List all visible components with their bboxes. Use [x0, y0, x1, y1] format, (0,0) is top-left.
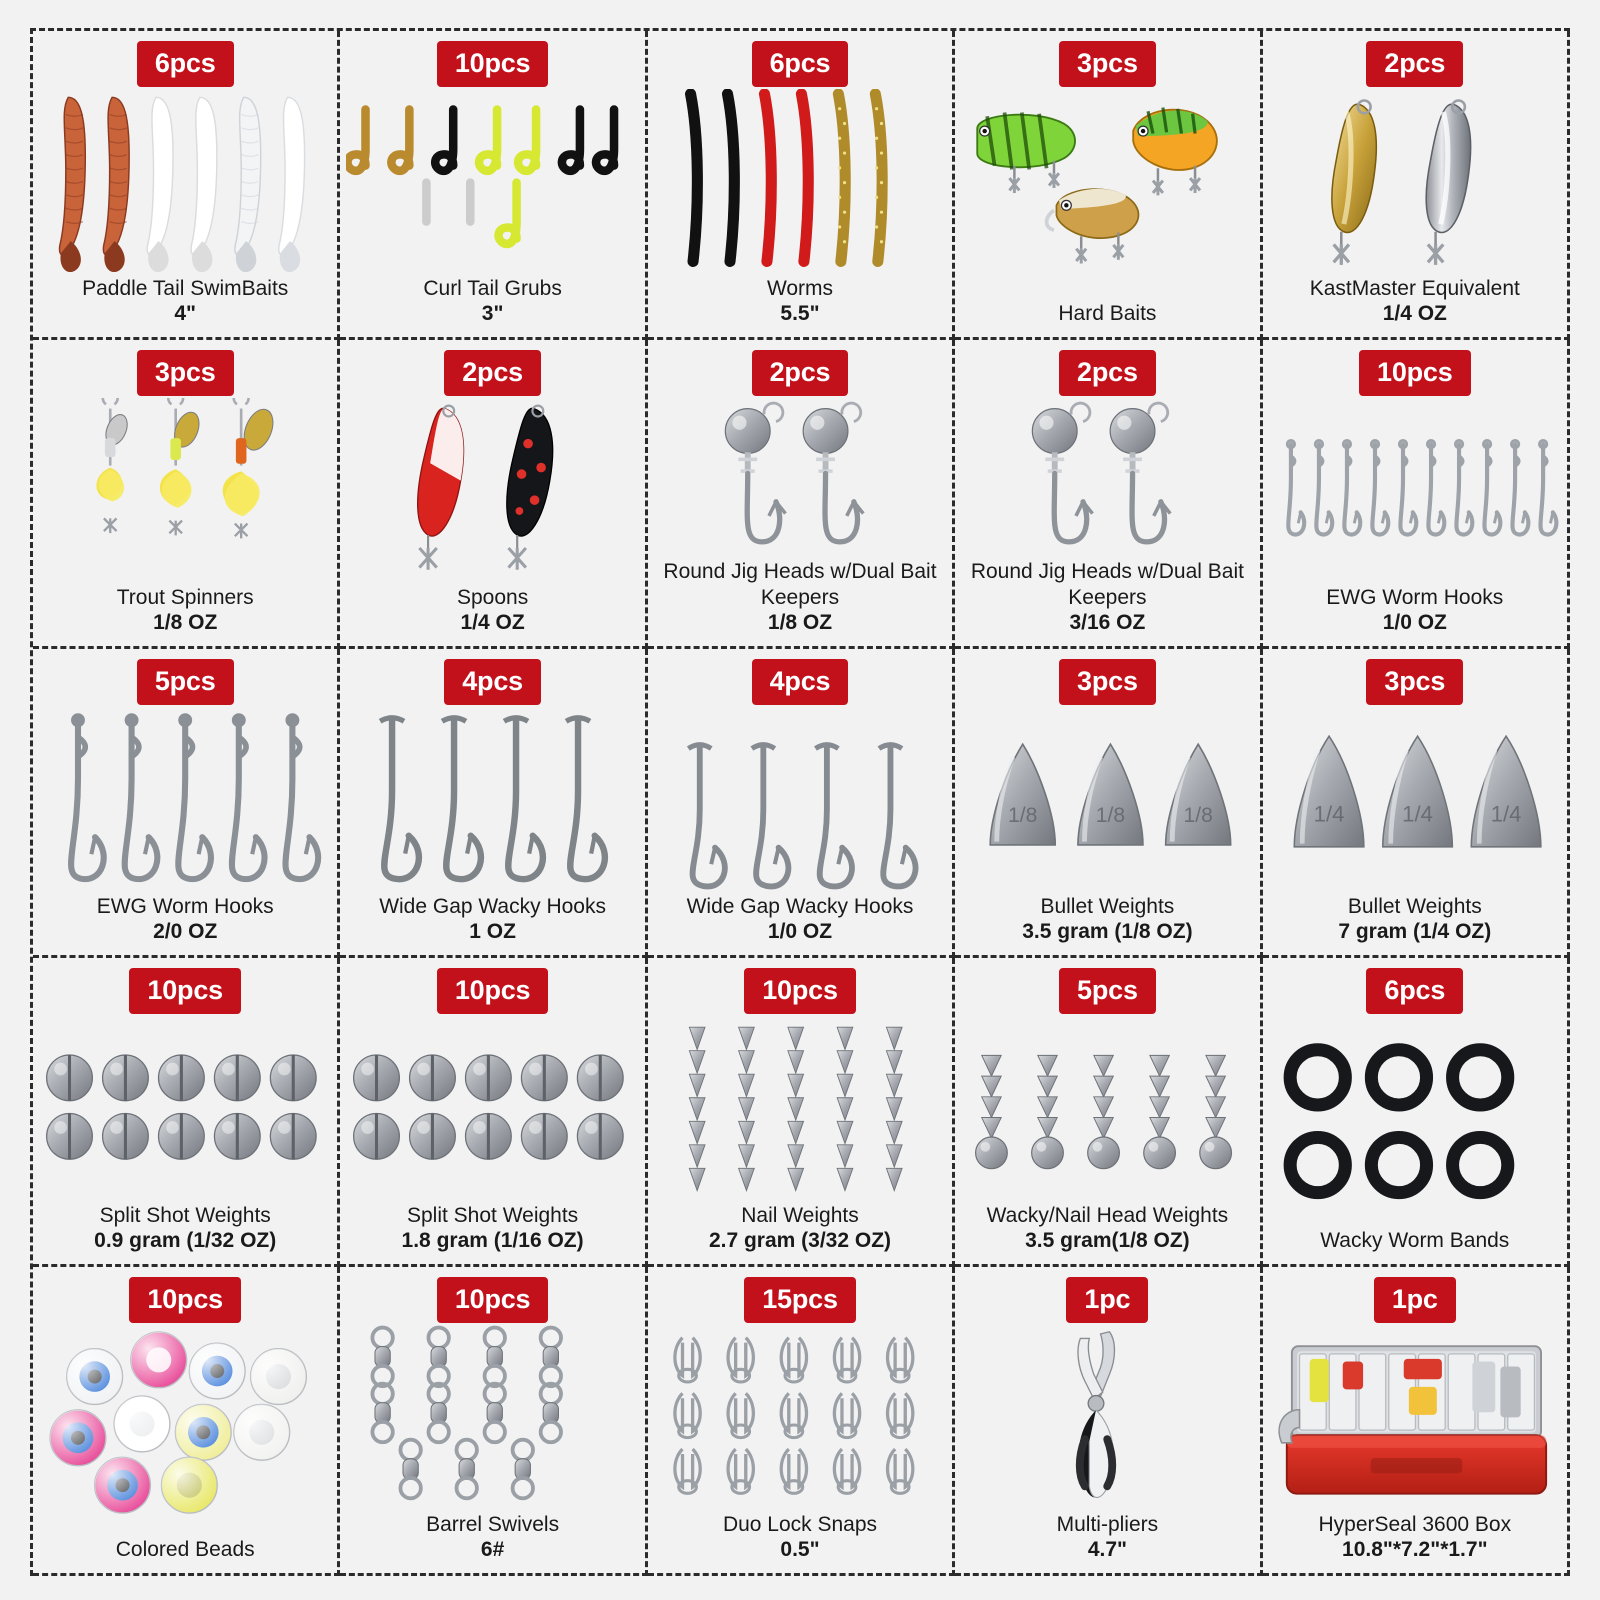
product-caption: [346, 276, 638, 331]
product-cell: [648, 31, 955, 340]
product-cell: [955, 340, 1262, 649]
product-spec: 1/4 OZ: [460, 611, 525, 635]
svg-text:1/4: 1/4: [1401, 801, 1433, 827]
quantity-badge: 3pcs: [1059, 41, 1156, 87]
product-caption: [346, 585, 638, 640]
quantity-badge: 5pcs: [1059, 968, 1156, 1014]
product-cell: [340, 1267, 647, 1576]
ewg-worm-hook-large-icon: [39, 705, 331, 894]
split-shot-weight-icon: [346, 1014, 638, 1203]
product-caption: [1269, 585, 1561, 640]
product-caption: [39, 1537, 331, 1567]
product-name: Wacky/Nail Head Weights: [986, 1203, 1229, 1227]
nail-weight-icon: [654, 1014, 946, 1203]
product-spec: 1/0 OZ: [767, 920, 833, 944]
product-caption: [654, 1203, 946, 1258]
quantity-badge: 3pcs: [137, 350, 234, 396]
product-caption: [39, 1203, 331, 1258]
product-cell: [340, 958, 647, 1267]
bullet-weight-1-4-icon: [1269, 705, 1561, 894]
product-cell: [340, 340, 647, 649]
product-spec: 5.5": [780, 302, 820, 326]
product-name: Spoons: [456, 585, 529, 609]
product-caption: [1269, 1512, 1561, 1567]
product-name: Round Jig Heads w/Dual Bait Keepers: [970, 560, 1244, 609]
product-caption: [961, 301, 1253, 331]
product-cell: [648, 340, 955, 649]
product-name: Duo Lock Snaps: [722, 1512, 878, 1536]
quantity-badge: 4pcs: [752, 659, 849, 705]
product-name: Colored Beads: [115, 1538, 255, 1562]
product-name: Nail Weights: [741, 1203, 859, 1227]
round-jig-head-icon: [961, 396, 1253, 559]
product-caption: [654, 276, 946, 331]
product-name: Trout Spinners: [116, 585, 254, 609]
svg-text:1/8: 1/8: [1008, 804, 1038, 828]
product-caption: [39, 585, 331, 640]
product-name: EWG Worm Hooks: [96, 894, 274, 918]
product-spec: 7 gram (1/4 OZ): [1338, 920, 1492, 944]
product-name: Wide Gap Wacky Hooks: [686, 894, 914, 918]
product-spec: 4.7": [1087, 1538, 1127, 1562]
product-name: Bullet Weights: [1347, 894, 1482, 918]
bullet-weight-1-8-icon: [961, 705, 1253, 894]
contents-grid: [30, 28, 1570, 1576]
quantity-badge: 4pcs: [444, 659, 541, 705]
product-name: Hard Baits: [1058, 302, 1157, 326]
product-cell: [1263, 1267, 1570, 1576]
product-name: Barrel Swivels: [426, 1512, 560, 1536]
wide-gap-wacky-hook-small-icon: [654, 705, 946, 894]
product-caption: [346, 1512, 638, 1567]
product-spec: 3.5 gram (1/8 OZ): [1022, 920, 1193, 944]
product-spec: 4": [174, 302, 197, 326]
product-cell: [955, 31, 1262, 340]
product-name: Wide Gap Wacky Hooks: [379, 894, 606, 918]
product-cell: [648, 958, 955, 1267]
product-caption: [654, 1512, 946, 1567]
product-cell: [1263, 340, 1570, 649]
product-cell: [33, 649, 340, 958]
product-spec: 2.7 gram (3/32 OZ): [708, 1229, 892, 1253]
quantity-badge: 1pc: [1066, 1277, 1148, 1323]
product-cell: [33, 340, 340, 649]
barrel-swivel-icon: [346, 1323, 638, 1512]
colored-bead-icon: [39, 1323, 331, 1537]
product-name: Wacky Worm Bands: [1320, 1229, 1510, 1253]
product-spec: 1/8 OZ: [153, 611, 218, 635]
product-cell: [955, 1267, 1262, 1576]
product-spec: 6#: [480, 1538, 505, 1562]
product-cell: [33, 31, 340, 340]
spoon-icon: [346, 396, 638, 585]
quantity-badge: 6pcs: [752, 41, 849, 87]
product-name: Paddle Tail SwimBaits: [82, 276, 289, 300]
product-caption: [654, 894, 946, 949]
product-spec: 10.8"*7.2"*1.7": [1342, 1538, 1488, 1562]
product-spec: 3.5 gram(1/8 OZ): [1025, 1229, 1190, 1253]
quantity-badge: 2pcs: [444, 350, 541, 396]
split-shot-weight-icon: [39, 1014, 331, 1203]
product-caption: [961, 559, 1253, 640]
product-caption: [1269, 894, 1561, 949]
wide-gap-wacky-hook-large-icon: [346, 705, 638, 894]
product-caption: [961, 1512, 1253, 1567]
product-cell: [1263, 958, 1570, 1267]
quantity-badge: 2pcs: [1059, 350, 1156, 396]
product-spec: 3/16 OZ: [1069, 611, 1146, 635]
product-cell: [1263, 31, 1570, 340]
hard-bait-icon: [961, 87, 1253, 301]
quantity-badge: 10pcs: [437, 968, 549, 1014]
quantity-badge: 6pcs: [1366, 968, 1463, 1014]
worm-icon: [654, 87, 946, 276]
product-cell: [955, 649, 1262, 958]
tackle-box-icon: [1269, 1323, 1561, 1512]
product-name: KastMaster Equivalent: [1309, 276, 1520, 300]
svg-text:1/8: 1/8: [1095, 804, 1126, 828]
product-cell: [33, 1267, 340, 1576]
quantity-badge: 2pcs: [752, 350, 849, 396]
product-caption: [39, 894, 331, 949]
product-name: EWG Worm Hooks: [1326, 585, 1504, 609]
product-cell: [955, 958, 1262, 1267]
product-name: HyperSeal 3600 Box: [1318, 1512, 1512, 1536]
product-spec: 1/4 OZ: [1382, 302, 1447, 326]
svg-text:1/8: 1/8: [1183, 804, 1214, 828]
product-name: Round Jig Heads w/Dual Bait Keepers: [663, 560, 937, 609]
product-caption: [961, 1203, 1253, 1258]
product-name: Split Shot Weights: [406, 1203, 579, 1227]
quantity-badge: 15pcs: [744, 1277, 856, 1323]
product-spec: 1 OZ: [469, 920, 516, 944]
curl-tail-grub-icon: [346, 87, 638, 276]
product-spec: 1/8 OZ: [767, 611, 833, 635]
product-caption: [654, 559, 946, 640]
trout-spinner-icon: [39, 396, 331, 585]
quantity-badge: 10pcs: [744, 968, 856, 1014]
product-spec: 3": [481, 302, 504, 326]
quantity-badge: 3pcs: [1366, 659, 1463, 705]
product-caption: [961, 894, 1253, 949]
product-caption: [346, 894, 638, 949]
svg-text:1/4: 1/4: [1490, 801, 1522, 827]
wacky-worm-band-icon: [1269, 1014, 1561, 1228]
quantity-badge: 10pcs: [437, 1277, 549, 1323]
quantity-badge: 10pcs: [437, 41, 549, 87]
product-name: Split Shot Weights: [99, 1203, 271, 1227]
product-cell: [33, 958, 340, 1267]
product-spec: 0.5": [780, 1538, 820, 1562]
product-caption: [1269, 276, 1561, 331]
product-cell: [648, 649, 955, 958]
svg-text:1/4: 1/4: [1313, 801, 1345, 827]
product-spec: 1.8 gram (1/16 OZ): [401, 1229, 584, 1253]
quantity-badge: 10pcs: [129, 1277, 241, 1323]
product-caption: [1269, 1228, 1561, 1258]
product-cell: [648, 1267, 955, 1576]
quantity-badge: 3pcs: [1059, 659, 1156, 705]
product-name: Curl Tail Grubs: [423, 276, 562, 300]
product-spec: 2/0 OZ: [153, 920, 218, 944]
product-cell: [340, 31, 647, 340]
duo-lock-snap-icon: [654, 1323, 946, 1512]
product-name: Bullet Weights: [1040, 894, 1175, 918]
quantity-badge: 1pc: [1374, 1277, 1456, 1323]
ewg-worm-hook-small-icon: [1269, 396, 1561, 585]
product-spec: 0.9 gram (1/32 OZ): [94, 1229, 277, 1253]
paddle-tail-swimbait-icon: [39, 87, 331, 276]
wacky-nail-head-weight-icon: [961, 1014, 1253, 1203]
product-caption: [39, 276, 331, 331]
product-cell: [1263, 649, 1570, 958]
quantity-badge: 2pcs: [1366, 41, 1463, 87]
product-name: Worms: [766, 276, 834, 300]
quantity-badge: 10pcs: [1359, 350, 1471, 396]
product-cell: [340, 649, 647, 958]
quantity-badge: 5pcs: [137, 659, 234, 705]
kastmaster-spoon-icon: [1269, 87, 1561, 276]
product-caption: [346, 1203, 638, 1258]
quantity-badge: 10pcs: [129, 968, 241, 1014]
round-jig-head-icon: [654, 396, 946, 559]
product-name: Multi-pliers: [1056, 1512, 1159, 1536]
multi-pliers-icon: [961, 1323, 1253, 1512]
product-spec: 1/0 OZ: [1382, 611, 1447, 635]
quantity-badge: 6pcs: [137, 41, 234, 87]
